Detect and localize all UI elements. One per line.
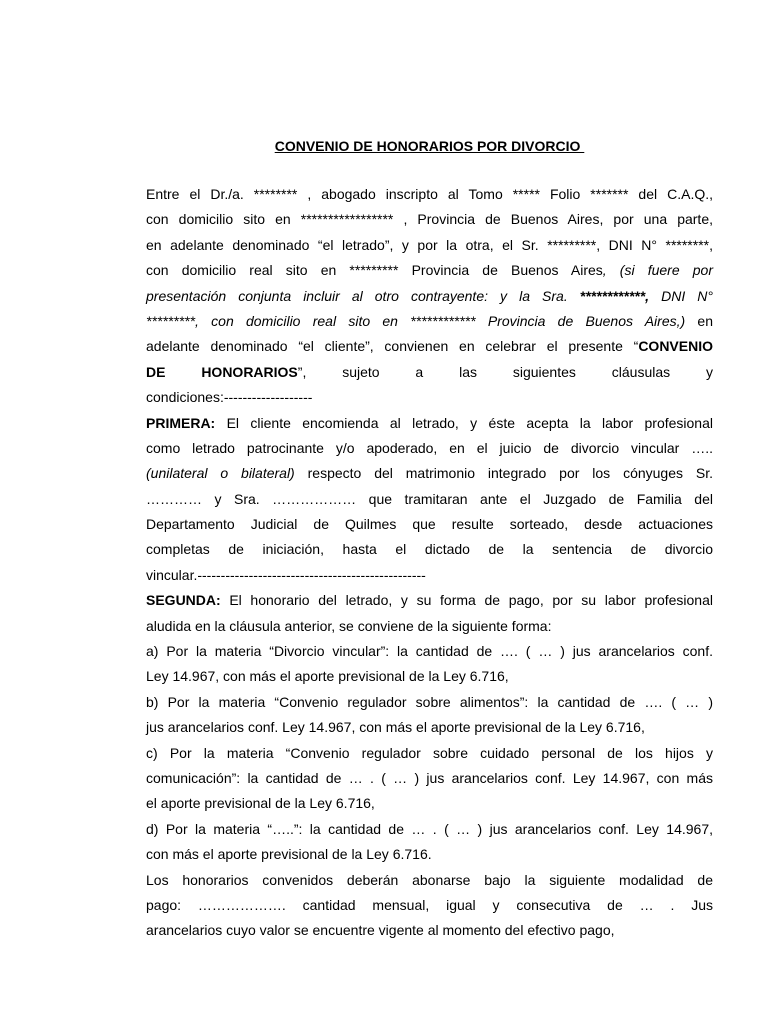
text-run: *********, con domicilio real sito en ************ Provincia de Buenos Aires,)	[146, 312, 686, 329]
text-run: DNI N°	[649, 287, 713, 304]
text-line	[146, 664, 713, 689]
text-run: con domicilio sito en ***************** , Provincia de Buenos Aires, por una parte,	[146, 211, 713, 228]
text-line	[146, 487, 713, 512]
text-run: aludida en la cláusula anterior, se conviene de la siguiente forma:	[146, 617, 552, 634]
paragraph	[146, 817, 713, 868]
text-run: en	[685, 312, 714, 329]
text-run: a) Por la materia “Divorcio vincular”: la cantidad de …. ( … ) jus arancelarios conf.	[146, 643, 713, 660]
text-run: en adelante denominado “el letrado”, y por la otra, el Sr. *********, DNI N° ********,	[146, 236, 713, 253]
text-run: pago: ………………. cantidad mensual, igual y consecutiva de … . Jus	[146, 896, 713, 913]
text-run: Los honorarios convenidos deberán abonarse bajo la siguiente modalidad de	[146, 871, 713, 888]
text-line	[146, 334, 713, 359]
text-run: b) Por la materia “Convenio regulador sobre alimentos”: la cantidad de …. ( … )	[146, 693, 713, 710]
text-run: condiciones:-------------------	[146, 389, 313, 406]
paragraph	[146, 182, 713, 411]
text-line	[146, 791, 713, 816]
text-run: Ley 14.967, con más el aporte previsional de la Ley 6.716,	[146, 668, 509, 685]
paragraph	[146, 690, 713, 741]
text-run: con domicilio real sito en ********* Provincia de Buenos Aires	[146, 262, 603, 279]
text-run: vincular.-------------------------------------------------	[146, 566, 426, 583]
text-run: el aporte previsional de la Ley 6.716,	[146, 795, 375, 812]
text-line	[146, 284, 713, 309]
text-line	[146, 918, 713, 943]
text-run: presentación conjunta incluir al otro contrayente: y la Sra.	[146, 287, 580, 304]
text-line	[146, 893, 713, 918]
text-line	[146, 182, 713, 207]
text-line	[146, 766, 713, 791]
text-line	[146, 639, 713, 664]
paragraph	[146, 868, 713, 944]
document-body	[146, 182, 713, 944]
text-run: El cliente encomienda al letrado, y éste acepta la labor profesional	[215, 414, 713, 431]
text-line	[146, 360, 713, 385]
text-line	[146, 817, 713, 842]
paragraph	[146, 639, 713, 690]
text-run: con más el aporte previsional de la Ley 6.716.	[146, 846, 432, 863]
text-line	[146, 411, 713, 436]
text-run: como letrado patrocinante y/o apoderado, en el juicio de divorcio vincular …..	[146, 439, 713, 456]
paragraph	[146, 588, 713, 639]
text-line	[146, 741, 713, 766]
text-line	[146, 258, 713, 283]
text-run: El honorario del letrado, y su forma de pago, por su labor profesional	[220, 592, 713, 609]
text-line	[146, 715, 713, 740]
text-line	[146, 588, 713, 613]
text-run: jus arancelarios conf. Ley 14.967, con más el aporte previsional de la Ley 6.716,	[146, 719, 645, 736]
text-line	[146, 690, 713, 715]
text-run: ………… y Sra. ……………… que tramitaran ante el Juzgado de Familia del	[146, 490, 713, 507]
text-line	[146, 461, 713, 486]
text-line	[146, 512, 713, 537]
text-run: respecto del matrimonio integrado por los cónyuges Sr.	[294, 465, 714, 482]
text-line	[146, 614, 713, 639]
text-line	[146, 537, 713, 562]
text-run: PRIMERA:	[146, 414, 216, 431]
document-title: CONVENIO DE HONORARIOS POR DIVORCIO	[274, 138, 585, 154]
text-run: arancelarios cuyo valor se encuentre vigente al momento del efectivo pago,	[146, 922, 615, 939]
text-run: Departamento Judicial de Quilmes que resulte sorteado, desde actuaciones	[146, 516, 713, 533]
text-run: Entre el Dr./a. ******** , abogado inscripto al Tomo ***** Folio ******* del C.A.Q.,	[146, 186, 713, 202]
text-line	[146, 436, 713, 461]
text-run: SEGUNDA:	[146, 592, 221, 609]
text-run: DE HONORARIOS	[146, 363, 298, 380]
text-line	[146, 207, 713, 232]
text-run: c) Por la materia “Convenio regulador sobre cuidado personal de los hijos y	[146, 744, 713, 761]
text-run: completas de iniciación, hasta el dictado de la sentencia de divorcio	[146, 541, 713, 558]
text-run: CONVENIO	[638, 338, 713, 355]
text-run: d) Por la materia “…..”: la cantidad de … . ( … ) jus arancelarios conf. Ley 14.967,	[146, 820, 713, 837]
text-line	[146, 309, 713, 334]
text-line	[146, 385, 713, 410]
text-run: ************,	[579, 287, 650, 304]
text-line	[146, 233, 713, 258]
paragraph	[146, 741, 713, 817]
text-line	[146, 868, 713, 893]
paragraph	[146, 411, 713, 589]
text-run: (unilateral o bilateral)	[146, 465, 295, 482]
text-run: ”, sujeto a las siguientes cláusulas y	[297, 363, 713, 380]
text-run: adelante denominado “el cliente”, convienen en celebrar el presente “	[146, 338, 639, 355]
text-line	[146, 842, 713, 867]
text-run: comunicación”: la cantidad de … . ( … ) jus arancelarios conf. Ley 14.967, con más	[146, 769, 713, 786]
text-run: , (si fuere por	[602, 262, 713, 279]
text-line	[146, 563, 713, 588]
